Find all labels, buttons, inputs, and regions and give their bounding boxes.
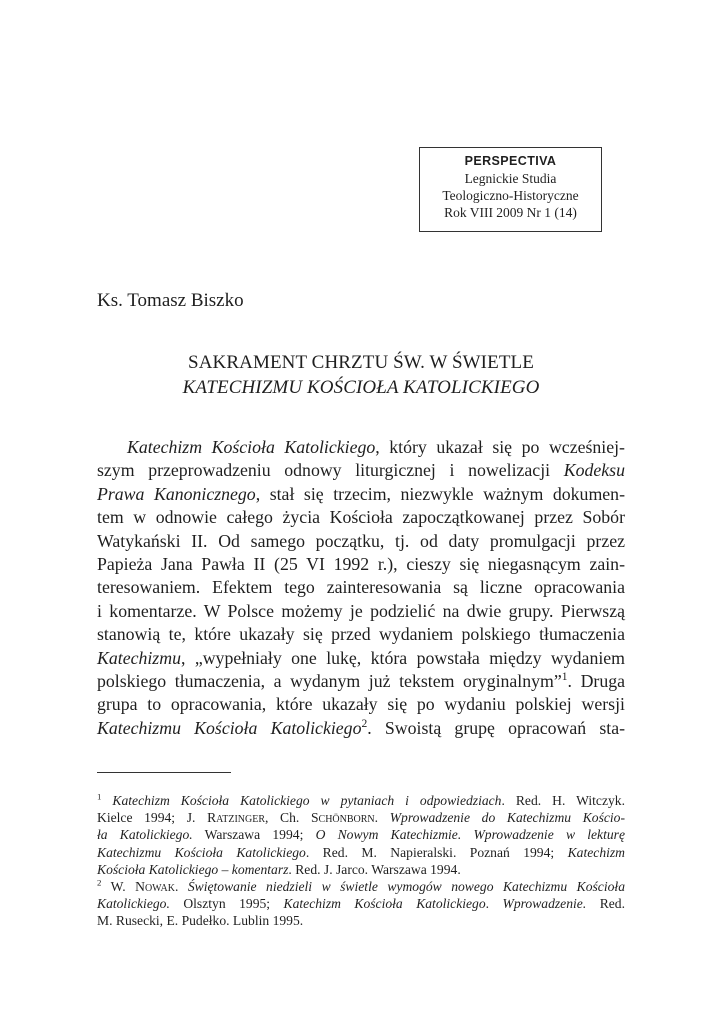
footnote-author: Nowak (135, 879, 175, 895)
body-line: grupa to opracowania, które ukazały się po wydaniu polskiej wersji (97, 694, 625, 715)
author-name: Ks. Tomasz Biszko (97, 290, 244, 311)
footnote-italic: ła Katolickiego. (97, 827, 193, 843)
journal-name: PERSPECTIVA (464, 154, 557, 168)
footnote-ref-2: 2 (361, 716, 368, 730)
footnote-italic: Katechizm Kościoła Katolickiego (283, 896, 486, 912)
title-line-1: SAKRAMENT CHRZTU ŚW. W ŚWIETLE (188, 352, 534, 373)
body-line (97, 436, 625, 459)
footnote-text: . Red. H. Witczyk. (501, 793, 625, 808)
footnote-text: . Red. M. Napieralski. Poznań 1994; (305, 844, 568, 860)
footnote-italic: Katechizmu Kościoła Katolickiego (97, 844, 306, 860)
article-title (97, 350, 625, 400)
footnote-line (97, 844, 625, 861)
journal-issue: Rok VIII 2009 Nr 1 (14) (444, 205, 577, 220)
footnote-line (97, 809, 625, 826)
footnote-italic: Wprowadzenie do Katechizmu Kościo- (389, 810, 625, 826)
body-text: , który ukazał się po wcześniej- (375, 437, 625, 457)
footnote-text: . Red. J. Jarco. Warszawa 1994. (288, 861, 461, 877)
footnote-text: . (174, 879, 188, 895)
body-text: . Swoistą grupę opracowań sta- (367, 717, 626, 738)
footnote-text: Warszawa 1994; (192, 827, 316, 843)
footnote-italic: Wprowadzenie. (502, 896, 587, 912)
footnote-italic: Katechizm (567, 844, 625, 860)
footnote-line (97, 792, 625, 809)
journal-info-box (419, 147, 602, 232)
journal-subtitle-2: Teologiczno-Historyczne (442, 188, 579, 203)
body-text: , stał się trzecim, niezwykle ważnym dokumen- (255, 483, 625, 504)
body-italic: Katechizm Kościoła Katolickiego (127, 437, 376, 457)
footnote-text: Red. (586, 896, 625, 912)
body-line (97, 670, 625, 693)
footnote-separator (97, 772, 231, 773)
body-italic: Prawa Kanonicznego (97, 483, 256, 504)
footnote-italic: Świętowanie niedzieli w świetle wymogów nowego Katechizmu Kościoła (187, 879, 625, 895)
footnote-italic: Katolickiego. (97, 896, 170, 912)
body-italic: Katechizmu (97, 647, 181, 668)
body-text: polskiego tłumaczenia, a wydanym już tekstem oryginalnym” (97, 671, 562, 692)
body-text: . Druga (567, 671, 626, 692)
body-line: teresowaniem. Efektem tego zainteresowania są liczne opracowania (97, 577, 625, 598)
footnote-line (97, 861, 625, 878)
footnote-author: Schönborn (310, 810, 375, 826)
journal-subtitle-1: Legnickie Studia (464, 171, 557, 186)
footnote-italic: Kościoła Katolickiego – komentarz (97, 861, 289, 877)
body-text: , „wypełniały one lukę, która powstała między wydaniem (180, 647, 625, 668)
footnote-text: W. (101, 879, 136, 895)
footnote-text: Kielce 1994; J. (97, 810, 208, 826)
footnote-line (97, 826, 625, 843)
body-line: Watykański II. Od samego początku, tj. od daty promulgacji przez (97, 530, 625, 551)
footnote-line (97, 895, 625, 912)
body-text: szym przeprowadzeniu odnowy liturgicznej i nowelizacji (97, 460, 564, 481)
article-body (97, 436, 625, 740)
footnote-number: 1 (97, 791, 102, 802)
body-line (97, 717, 625, 740)
body-line: stanowią te, które ukazały się przed wydaniem polskiego tłumaczenia (97, 624, 625, 645)
footnote-line (97, 878, 625, 895)
footnote-author: Ratzinger (207, 810, 266, 826)
footnote-text: . (485, 896, 503, 912)
body-line (97, 647, 625, 670)
body-line (97, 459, 625, 482)
footnote-ref-1: 1 (561, 670, 568, 684)
title-line-2: KATECHIZMU KOŚCIOŁA KATOLICKIEGO (182, 377, 540, 398)
footnote-line: M. Rusecki, E. Pudełko. Lublin 1995. (97, 913, 304, 929)
body-line (97, 483, 625, 506)
footnote-text: Olsztyn 1995; (169, 896, 284, 912)
footnote-text: . (374, 810, 390, 826)
footnote-italic: Katechizm Kościoła Katolickiego w pytaniach i odpowiedziach (112, 793, 502, 808)
footnote-text: , Ch. (265, 810, 311, 826)
body-line: i komentarze. W Polsce możemy je podzielić na dwie grupy. Pierwszą (97, 600, 625, 621)
body-line: Papieża Jana Pawła II (25 VI 1992 r.), cieszy się niegasnącym zain- (97, 554, 625, 575)
footnote-number: 2 (97, 877, 102, 888)
body-italic: Kodeksu (563, 460, 625, 481)
body-italic: Katechizmu Kościoła Katolickiego (97, 717, 362, 738)
footnote-italic: O Nowym Katechizmie. Wprowadzenie w lekturę (315, 827, 625, 843)
footnotes (97, 792, 625, 930)
body-line: tem w odnowie całego życia Kościoła zapoczątkowanej przez Sobór (97, 507, 625, 528)
